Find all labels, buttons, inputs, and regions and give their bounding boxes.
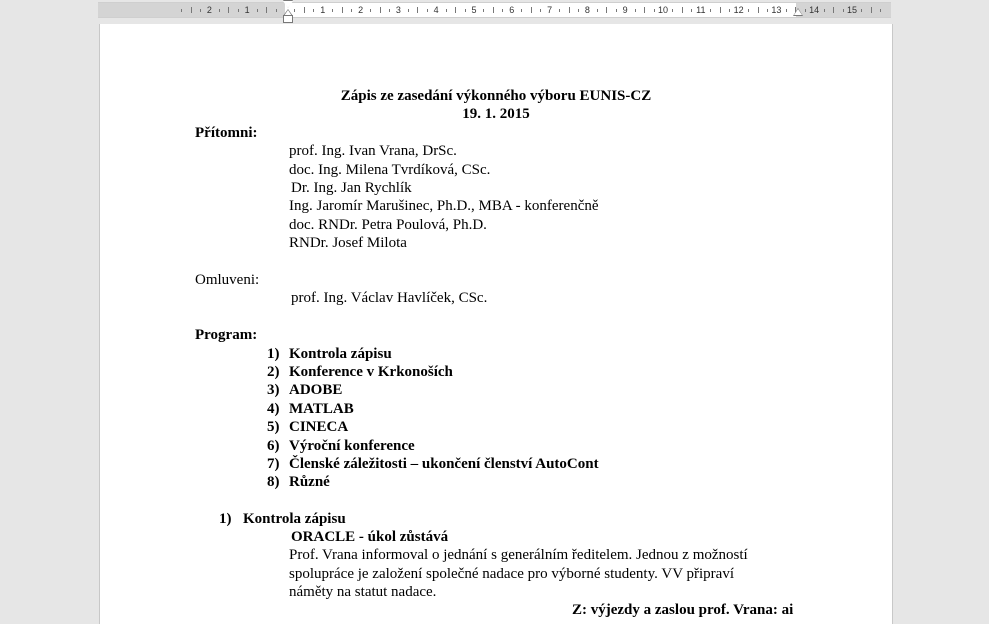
ruler-tick (824, 9, 825, 12)
ruler-tick (578, 9, 579, 12)
ruler-number: 15 (846, 5, 858, 15)
ruler-number: 4 (433, 5, 439, 15)
program-item-number: 7) (267, 456, 280, 472)
ruler-number: 2 (206, 5, 212, 15)
ruler-tick (304, 7, 305, 13)
program-item-number: 5) (267, 419, 280, 435)
program-item: Různé (289, 474, 330, 490)
present-member: Dr. Ing. Jan Rychlík (291, 180, 412, 196)
ruler-number: 14 (809, 5, 820, 15)
ruler-tick (606, 7, 607, 13)
ruler-tick (616, 9, 617, 12)
program-item: Členské záležitosti – ukončení členství AutoCont (289, 456, 599, 472)
section-subheading: ORACLE - úkol zůstává (291, 529, 449, 545)
present-member: Ing. Jaromír Marušinec, Ph.D., MBA - konferenčně (289, 198, 599, 214)
program-item: CINECA (289, 419, 349, 435)
ruler-tick (313, 9, 314, 12)
ruler-tick (880, 9, 881, 12)
ruler-tick (380, 7, 381, 13)
ruler-tick (181, 9, 182, 12)
program-item-number: 2) (267, 364, 280, 380)
ruler-tick (833, 7, 834, 13)
program-item: ADOBE (289, 382, 343, 398)
ruler-tick (540, 9, 541, 12)
ruler-tick (843, 9, 844, 12)
ruler-tick (191, 7, 192, 13)
paragraph-line: Prof. Vrana informoval o jednání s generálním ředitelem. Jednou z možností (289, 547, 748, 563)
right-indent-marker-fill (794, 9, 802, 15)
ruler-tick (266, 7, 267, 13)
document-title: Zápis ze zasedání výkonného výboru EUNIS-CZ (340, 88, 652, 104)
ruler-tick (521, 9, 522, 12)
ruler-tick (720, 7, 721, 13)
ruler-number: 9 (622, 5, 628, 15)
ruler-tick (729, 9, 730, 12)
ruler-tick (644, 7, 645, 13)
document-page[interactable] (99, 24, 893, 624)
ruler-tick (758, 7, 759, 13)
ruler-number: 12 (733, 5, 744, 15)
paragraph-line-cut: Z: výjezdy a zaslou prof. Vrana: ai (572, 602, 794, 618)
ruler-tick (786, 9, 787, 12)
ruler-tick (748, 9, 749, 12)
ruler-tick (389, 9, 390, 12)
ruler-tick (691, 9, 692, 12)
ruler-tick (861, 9, 862, 12)
horizontal-ruler[interactable] (98, 2, 891, 18)
ruler-tick (465, 9, 466, 12)
present-member: doc. RNDr. Petra Poulová, Ph.D. (289, 217, 487, 233)
ruler-tick (332, 9, 333, 12)
program-item-number: 6) (267, 438, 280, 454)
program-item: Konference v Krkonoších (289, 364, 453, 380)
ruler-tick (351, 9, 352, 12)
ruler-tick (342, 7, 343, 13)
program-item-number: 8) (267, 474, 280, 490)
first-line-indent-marker-fill (283, 1, 293, 8)
ruler-number: 1 (244, 5, 250, 15)
left-indent-marker[interactable] (283, 15, 293, 23)
ruler-tick (417, 7, 418, 13)
ruler-number: 8 (584, 5, 590, 15)
document-date: 19. 1. 2015 (462, 106, 530, 122)
ruler-tick (654, 9, 655, 12)
ruler-tick (200, 9, 201, 12)
ruler-tick (635, 9, 636, 12)
ruler-tick (257, 9, 258, 12)
program-item: Výroční konference (289, 438, 415, 454)
present-member: doc. Ing. Milena Tvrdíková, CSc. (289, 162, 491, 178)
ruler-tick (219, 9, 220, 12)
ruler-number: 13 (771, 5, 782, 15)
ruler-tick (446, 9, 447, 12)
ruler-tick (569, 7, 570, 13)
ruler-tick (597, 9, 598, 12)
program-item: MATLAB (289, 401, 354, 417)
program-label: Program: (195, 327, 258, 343)
ruler-number: 5 (471, 5, 477, 15)
ruler-tick (871, 7, 872, 13)
ruler-tick (682, 7, 683, 13)
ruler-tick (455, 7, 456, 13)
program-item: Kontrola zápisu (289, 346, 392, 362)
ruler-number: 2 (358, 5, 364, 15)
program-item-number: 3) (267, 382, 280, 398)
present-label: Přítomni: (195, 125, 258, 141)
program-item-number: 1) (267, 346, 280, 362)
excused-label: Omluveni: (195, 272, 260, 288)
ruler-tick (805, 9, 806, 12)
section-heading: Kontrola zápisu (243, 511, 346, 527)
ruler-number: 11 (696, 5, 706, 15)
ruler-tick (408, 9, 409, 12)
ruler-tick (483, 9, 484, 12)
ruler-tick (710, 9, 711, 12)
ruler-tick (493, 7, 494, 13)
ruler-tick (502, 9, 503, 12)
excused-member: prof. Ing. Václav Havlíček, CSc. (291, 290, 488, 306)
program-item-number: 4) (267, 401, 280, 417)
ruler-tick (559, 9, 560, 12)
paragraph-line: spolupráce je založení společné nadace pro výborné studenty. VV připraví (289, 566, 734, 582)
present-member: prof. Ing. Ivan Vrana, DrSc. (289, 143, 457, 159)
ruler-tick (276, 9, 277, 12)
ruler-tick (672, 9, 673, 12)
present-member: RNDr. Josef Milota (289, 235, 407, 251)
ruler-number: 10 (657, 5, 669, 15)
ruler-tick (370, 9, 371, 12)
ruler-tick (531, 7, 532, 13)
ruler-number: 7 (547, 5, 553, 15)
ruler-tick (427, 9, 428, 12)
section-number: 1) (219, 511, 232, 527)
ruler-tick (294, 9, 295, 12)
ruler-tick (228, 7, 229, 13)
paragraph-line: náměty na statut nadace. (289, 584, 437, 600)
ruler-tick (767, 9, 768, 12)
ruler-tick (238, 9, 239, 12)
ruler-number: 3 (395, 5, 401, 15)
ruler-number: 1 (320, 5, 326, 15)
ruler-number: 6 (509, 5, 515, 15)
